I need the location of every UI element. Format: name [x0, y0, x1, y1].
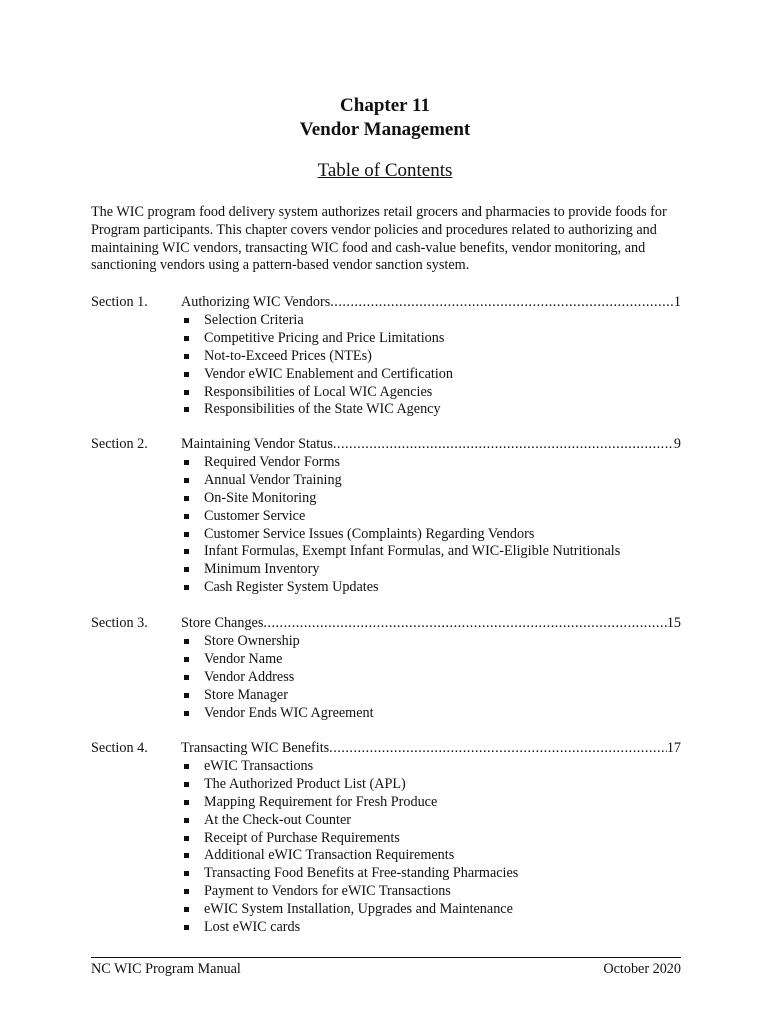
square-bullet-icon: [184, 336, 189, 341]
section-entry[interactable]: [181, 436, 681, 453]
topic-label: Receipt of Purchase Requirements: [204, 829, 400, 846]
topic-label: Vendor Address: [204, 668, 295, 685]
intro-paragraph: The WIC program food delivery system authorizes retail grocers and pharmacies to provide foods for Program participants. This chapter covers vendor policies and procedures related to authorizing and maintaining WIC vendors, transacting WIC food and cash-value benefits, vendor monitoring, and sanctioning vendors using a pattern-based vendor sanction system.: [91, 204, 667, 274]
topic-list-item: [181, 776, 518, 794]
topic-list-item: [181, 454, 620, 472]
section-label: Section 4.: [91, 740, 148, 756]
square-bullet-icon: [184, 407, 189, 412]
topic-list-item: [181, 348, 453, 366]
topic-label: Responsibilities of the State WIC Agency: [204, 401, 441, 418]
topic-list-item: [181, 794, 518, 812]
square-bullet-icon: [184, 818, 189, 823]
topic-list-item: [181, 687, 374, 705]
square-bullet-icon: [184, 390, 189, 395]
topic-label: Vendor Ends WIC Agreement: [204, 704, 374, 721]
square-bullet-icon: [184, 514, 189, 519]
topic-label: Transacting Food Benefits at Free-standing Pharmacies: [204, 865, 519, 882]
topic-label: Customer Service Issues (Complaints) Regarding Vendors: [204, 525, 535, 542]
square-bullet-icon: [184, 354, 189, 359]
topic-list-item: [181, 561, 620, 579]
section-title: Store Changes: [181, 615, 264, 631]
section-entry[interactable]: [181, 294, 681, 311]
topic-label: Vendor eWIC Enablement and Certification: [204, 365, 453, 382]
section-label: Section 2.: [91, 436, 148, 452]
topic-label: eWIC System Installation, Upgrades and Maintenance: [204, 901, 513, 918]
topic-label: Payment to Vendors for eWIC Transactions: [204, 883, 451, 900]
square-bullet-icon: [184, 372, 189, 377]
topic-list-item: [181, 579, 620, 597]
dot-leader: [333, 436, 674, 453]
topic-list-item: [181, 312, 453, 330]
square-bullet-icon: [184, 782, 189, 787]
square-bullet-icon: [184, 889, 189, 894]
square-bullet-icon: [184, 836, 189, 841]
topic-label: eWIC Transactions: [204, 758, 314, 774]
section-label: Section 3.: [91, 615, 148, 631]
section-label: Section 1.: [91, 294, 148, 310]
topic-label: Annual Vendor Training: [204, 471, 342, 488]
square-bullet-icon: [184, 693, 189, 698]
topic-label: Not-to-Exceed Prices (NTEs): [204, 347, 372, 364]
topic-label: At the Check-out Counter: [204, 811, 351, 828]
topic-list-item: [181, 847, 518, 865]
square-bullet-icon: [184, 496, 189, 501]
section-topic-list: [181, 633, 374, 722]
topic-label: Store Ownership: [204, 633, 300, 649]
square-bullet-icon: [184, 657, 189, 662]
square-bullet-icon: [184, 711, 189, 716]
topic-label: Lost eWIC cards: [204, 919, 301, 936]
footer-manual-name: NC WIC Program Manual: [91, 961, 241, 977]
topic-label: The Authorized Product List (APL): [204, 775, 406, 792]
section-page-number: 15: [666, 615, 681, 631]
topic-list-item: [181, 472, 620, 490]
topic-label: Vendor Name: [204, 650, 283, 667]
topic-list-item: [181, 758, 518, 776]
section-page-number: 1: [673, 294, 681, 310]
topic-list-item: [181, 508, 620, 526]
topic-list-item: [181, 543, 620, 561]
topic-list-item: [181, 901, 518, 919]
square-bullet-icon: [184, 853, 189, 858]
dot-leader: [330, 294, 674, 311]
topic-list-item: [181, 651, 374, 669]
topic-list-item: [181, 669, 374, 687]
square-bullet-icon: [184, 907, 189, 912]
square-bullet-icon: [184, 478, 189, 483]
square-bullet-icon: [184, 318, 189, 323]
footer-date: October 2020: [603, 961, 681, 977]
square-bullet-icon: [184, 567, 189, 572]
section-topic-list: [181, 454, 620, 597]
square-bullet-icon: [184, 764, 189, 769]
topic-list-item: [181, 865, 518, 883]
section-title: Transacting WIC Benefits: [181, 740, 330, 756]
square-bullet-icon: [184, 675, 189, 680]
chapter-number: Chapter 11: [340, 95, 430, 116]
topic-list-item: [181, 384, 453, 402]
topic-label: Cash Register System Updates: [204, 579, 379, 596]
topic-list-item: [181, 633, 374, 651]
topic-label: Mapping Requirement for Fresh Produce: [204, 793, 438, 810]
square-bullet-icon: [184, 800, 189, 805]
topic-list-item: [181, 830, 518, 848]
topic-label: Selection Criteria: [204, 312, 304, 328]
square-bullet-icon: [184, 532, 189, 537]
topic-label: Minimum Inventory: [204, 561, 320, 578]
topic-list-item: [181, 401, 453, 419]
footer-divider: [91, 957, 681, 958]
section-topic-list: [181, 758, 518, 937]
topic-label: Additional eWIC Transaction Requirements: [204, 847, 455, 864]
section-title: Authorizing WIC Vendors: [181, 294, 331, 310]
topic-list-item: [181, 883, 518, 901]
topic-label: Customer Service: [204, 507, 306, 524]
section-topic-list: [181, 312, 453, 419]
topic-label: Required Vendor Forms: [204, 454, 341, 470]
topic-label: Competitive Pricing and Price Limitations: [204, 329, 445, 346]
topic-label: Infant Formulas, Exempt Infant Formulas, and WIC-Eligible Nutritionals: [204, 543, 621, 560]
topic-label: On-Site Monitoring: [204, 489, 317, 506]
topic-label: Store Manager: [204, 686, 288, 703]
square-bullet-icon: [184, 460, 189, 465]
topic-list-item: [181, 705, 374, 723]
section-title: Maintaining Vendor Status: [181, 436, 333, 452]
section-entry[interactable]: [181, 615, 681, 632]
section-entry[interactable]: [181, 740, 681, 757]
square-bullet-icon: [184, 585, 189, 590]
chapter-title: Vendor Management: [299, 119, 471, 140]
toc-heading: Table of Contents: [317, 160, 453, 181]
square-bullet-icon: [184, 639, 189, 644]
section-page-number: 17: [666, 740, 681, 756]
dot-leader: [329, 740, 667, 757]
dot-leader: [263, 615, 666, 632]
topic-list-item: [181, 526, 620, 544]
square-bullet-icon: [184, 925, 189, 930]
topic-list-item: [181, 812, 518, 830]
topic-list-item: [181, 490, 620, 508]
square-bullet-icon: [184, 549, 189, 554]
topic-list-item: [181, 366, 453, 384]
square-bullet-icon: [184, 871, 189, 876]
section-page-number: 9: [673, 436, 681, 452]
topic-list-item: [181, 330, 453, 348]
topic-label: Responsibilities of Local WIC Agencies: [204, 383, 433, 400]
topic-list-item: [181, 919, 518, 937]
